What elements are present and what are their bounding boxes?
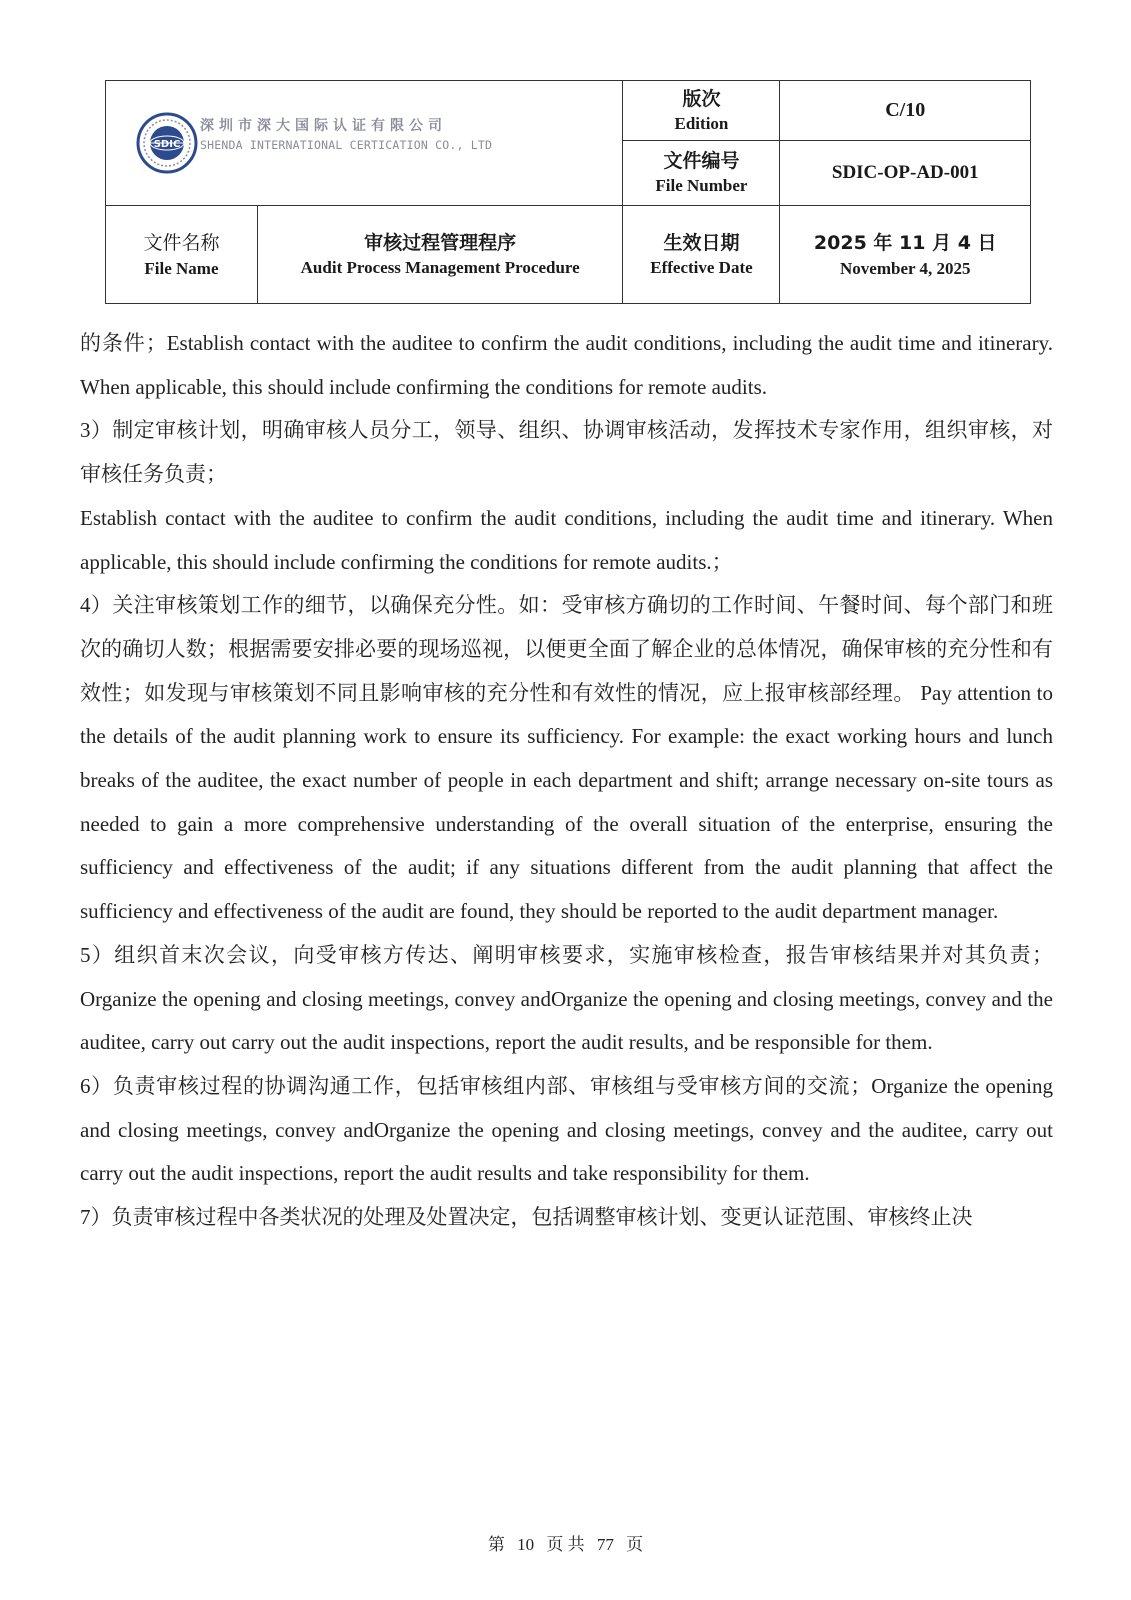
edition-label-zh: 版次	[682, 87, 721, 110]
effective-date-value-cell	[780, 206, 1031, 304]
file-number-label-zh: 文件编号	[663, 150, 740, 172]
footer-middle: 页 共	[546, 1535, 585, 1554]
effective-date-value-zh: 2025 年 11 月 4 日	[813, 231, 997, 254]
effective-date-label-zh: 生效日期	[663, 231, 740, 254]
effective-date-label-en: Effective Date	[650, 257, 753, 277]
edition-label-en: Edition	[674, 113, 729, 133]
sdic-logo-icon	[136, 112, 198, 174]
effective-date-value-en: November 4, 2025	[840, 258, 971, 278]
document-header-table	[105, 80, 1031, 304]
paragraph: 3）制定审核计划，明确审核人员分工，领导、组织、协调审核活动，发挥技术专家作用，组织审核，对审核任务负责；	[80, 418, 1053, 487]
footer-suffix: 页	[626, 1535, 644, 1554]
edition-label-cell	[623, 81, 780, 141]
file-name-value-zh: 审核过程管理程序	[364, 231, 517, 254]
paragraph: Establish contact with the auditee to confirm the audit conditions, including the audit time and itinerary. When applicable, this should include confirming the conditions for remote audits.；	[80, 505, 1053, 574]
document-body	[80, 322, 1053, 1240]
company-name-en: SHENDA INTERNATIONAL CERTICATION CO., LTD	[200, 137, 493, 152]
file-number-value-cell	[780, 141, 1031, 206]
current-page-number: 10	[517, 1535, 535, 1554]
edition-value-cell	[780, 81, 1031, 141]
paragraph: 4）关注审核策划工作的细节，以确保充分性。如：受审核方确切的工作时间、午餐时间、每个部门和班次的确切人数；根据需要安排必要的现场巡视，以便更全面了解企业的总体情况，确保审核的充分性和有效性；如发现与审核策划不同且影响审核的充分性和有效性的情况，应上报审核部经理。 Pay attention to the details of the audit planning work to ensure its sufficiency. For example: the exact working hours and lunch breaks of the auditee, the exact number of people in each department and shift; arrange necessary on-site tours as needed to gain a more comprehensive understanding of the overall situation of the enterprise, ensuring the sufficiency and effectiveness of the audit; if any situations different from the audit planning that affect the sufficiency and effectiveness of the audit are found, they should be reported to the audit department manager.	[80, 593, 1053, 924]
total-page-count: 77	[596, 1535, 614, 1554]
paragraph: 7）负责审核过程中各类状况的处理及处置决定，包括调整审核计划、变更认证范围、审核终止决	[80, 1205, 973, 1230]
file-name-label-cell	[106, 206, 258, 304]
effective-date-label-cell	[623, 206, 780, 304]
company-logo-cell	[106, 81, 623, 206]
footer-prefix: 第	[487, 1535, 505, 1554]
file-name-value-en: Audit Process Management Procedure	[300, 257, 580, 277]
company-name-zh: 深圳市深大国际认证有限公司	[200, 117, 447, 134]
paragraph: 的条件；Establish contact with the auditee to confirm the audit conditions, including the audit time and itinerary. When applicable, this should include confirming the conditions for remote audits.	[80, 331, 1053, 399]
file-name-label-en: File Name	[144, 258, 219, 278]
file-name-label-zh: 文件名称	[143, 231, 220, 254]
paragraph: 5）组织首末次会议，向受审核方传达、阐明审核要求，实施审核检查，报告审核结果并对其负责；Organize the opening and closing meetings, convey andOrganize the opening and closing meetings, convey and the auditee, carry out carry out the audit inspections, report the audit results, and be responsible for them.	[80, 942, 1053, 1055]
edition-value: C/10	[885, 99, 926, 121]
logo-text: SDIC	[153, 139, 181, 150]
file-name-value-cell	[257, 206, 622, 304]
page-footer	[0, 1530, 1131, 1555]
file-number-label-cell	[623, 141, 780, 206]
paragraph: 6）负责审核过程的协调沟通工作，包括审核组内部、审核组与受审核方间的交流；Organize the opening and closing meetings, convey andOrganize the opening and closing meetings, convey and the auditee, carry out carry out the audit inspections, report the audit results and take responsibility for them.	[80, 1073, 1053, 1186]
file-number-label-en: File Number	[655, 176, 748, 195]
file-number-value: SDIC-OP-AD-001	[831, 162, 979, 183]
